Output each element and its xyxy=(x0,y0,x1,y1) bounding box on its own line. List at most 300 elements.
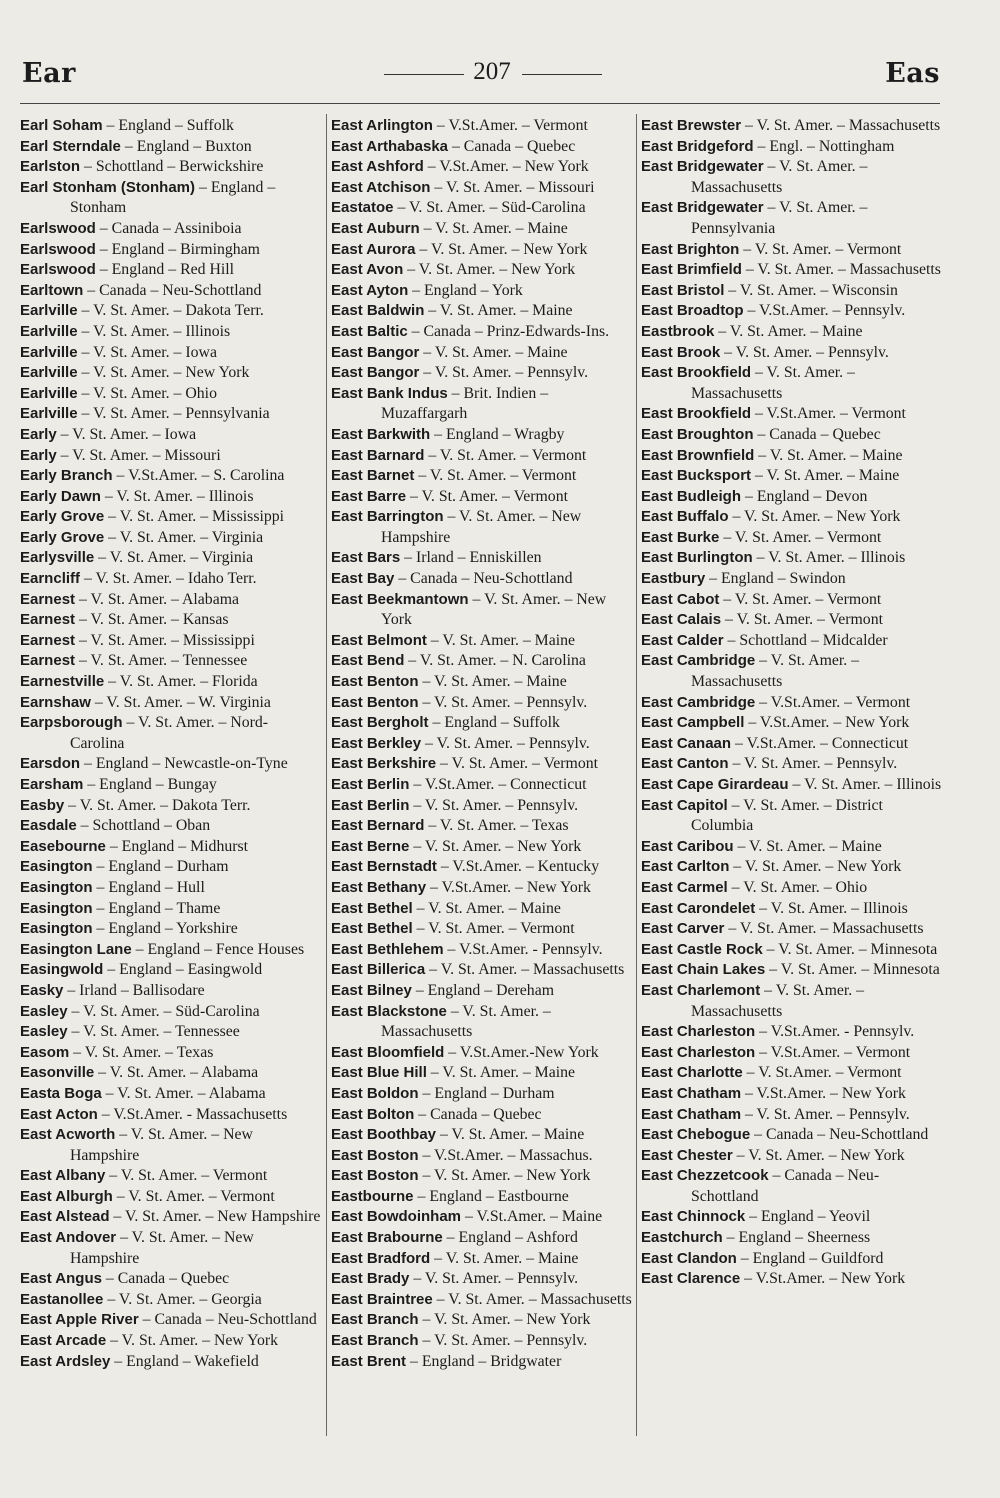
entry-separator: – xyxy=(741,117,757,134)
entry-separator: – xyxy=(83,281,100,299)
column-divider xyxy=(636,114,637,1436)
entry-separator: – xyxy=(67,1023,84,1041)
entry-keyword: East Clandon xyxy=(641,1249,737,1267)
dictionary-entry xyxy=(641,1146,942,1167)
entry-keyword: Earnshaw xyxy=(20,693,91,711)
entry-keyword: Easingwold xyxy=(20,961,104,979)
entry-keyword: Earlville xyxy=(20,302,78,320)
entry-separator: – xyxy=(426,878,442,896)
entry-separator: – xyxy=(751,364,767,382)
entry-description: V.St.Amer. – Vermont xyxy=(770,693,911,711)
entry-description: V. St. Amer. – Virginia xyxy=(109,549,254,567)
entry-description: Irland – Ballisodare xyxy=(79,981,205,999)
dictionary-entry xyxy=(331,1310,632,1331)
dictionary-entry xyxy=(641,528,942,549)
entry-description: Schottland – Midcalder xyxy=(739,631,888,649)
dictionary-entry xyxy=(20,837,322,858)
entry-keyword: East Cape Girardeau xyxy=(641,776,789,793)
entry-separator: – xyxy=(741,261,758,279)
entry-keyword: East Branch xyxy=(331,1332,419,1350)
entry-separator: – xyxy=(75,631,91,649)
dictionary-entry xyxy=(20,1187,322,1208)
entry-separator: – xyxy=(105,1167,121,1185)
dictionary-entry xyxy=(331,281,632,302)
entry-description: V. St. Amer. – Georgia xyxy=(118,1290,262,1308)
entry-separator: – xyxy=(744,714,760,732)
dictionary-entry xyxy=(331,157,632,178)
entry-keyword: East Campbell xyxy=(641,714,745,732)
dictionary-entry xyxy=(641,610,942,631)
entry-description: V. St. Amer. – Ohio xyxy=(743,878,868,896)
entry-description: V.St.Amer. - Massachusetts xyxy=(113,1105,288,1123)
dictionary-entry xyxy=(331,1002,632,1043)
entry-keyword: East Brabourne xyxy=(331,1229,443,1247)
entry-keyword: Early xyxy=(20,425,57,443)
entry-description: V. St. Amer. – Illinois xyxy=(770,899,908,917)
entry-keyword: East Charleston xyxy=(641,1023,756,1041)
dictionary-entry xyxy=(331,116,632,137)
entry-keyword: East Brownfield xyxy=(641,446,755,464)
dictionary-entry xyxy=(20,1105,322,1126)
entry-separator: – xyxy=(404,652,420,670)
dictionary-entry xyxy=(641,857,942,878)
dictionary-entry xyxy=(641,651,942,692)
entry-keyword: East Chinnock xyxy=(641,1208,746,1226)
entry-separator: – xyxy=(80,158,96,176)
entry-separator: – xyxy=(97,1105,114,1123)
entry-keyword: Easebourne xyxy=(20,837,106,855)
entry-separator: – xyxy=(724,920,740,938)
dictionary-entry xyxy=(20,857,322,878)
entry-separator: – xyxy=(104,528,120,546)
dictionary-entry xyxy=(20,713,322,754)
entry-description: V. St. Amer. – New Hampshire xyxy=(70,1229,254,1267)
entry-separator: – xyxy=(122,714,139,732)
entry-description: V. St. Amer. – Nord-Carolina xyxy=(70,714,269,752)
dictionary-entry xyxy=(641,1228,942,1249)
entry-description: V.St.Amer. – Vermont xyxy=(770,1043,911,1061)
entry-separator: – xyxy=(736,1249,753,1267)
entry-keyword: East Bolton xyxy=(331,1105,415,1123)
dictionary-entry xyxy=(20,363,322,384)
dictionary-entry xyxy=(20,940,322,961)
dictionary-entry xyxy=(641,137,942,158)
entry-keyword: Earlswood xyxy=(20,240,96,258)
entry-description: V. St. Amer. – New Hampshire xyxy=(70,1126,253,1164)
dictionary-entry xyxy=(331,651,632,672)
entry-keyword: East Baltic xyxy=(331,322,408,340)
entry-description: V. St. Amer. – Maine xyxy=(434,343,568,361)
entry-separator: – xyxy=(461,1208,477,1226)
entry-keyword: Earlville xyxy=(20,364,78,382)
entry-description: V. St. Amer. – Missouri xyxy=(72,446,221,464)
entry-separator: – xyxy=(83,776,100,793)
entry-description: V. St. Amer. – Süd-Carolina xyxy=(83,1002,260,1020)
dictionary-entry xyxy=(641,631,942,652)
entry-separator: – xyxy=(719,590,735,608)
dictionary-entry xyxy=(331,631,632,652)
entry-description: V. St. Amer. – Massachusetts xyxy=(691,158,868,196)
entry-description: Canada – Neu-Schottland xyxy=(410,570,573,588)
entry-separator: – xyxy=(436,755,452,773)
entry-description: Irland – Enniskillen xyxy=(416,549,542,567)
dictionary-entry xyxy=(331,1125,632,1146)
dictionary-entry xyxy=(641,693,942,714)
entry-description: V. St. Amer. – New York xyxy=(748,1146,905,1164)
dictionary-entry xyxy=(331,322,632,343)
entry-keyword: East Bradford xyxy=(331,1249,431,1267)
dictionary-entry xyxy=(641,878,942,899)
dictionary-entry xyxy=(331,446,632,467)
dictionary-entry xyxy=(331,796,632,817)
dictionary-entry xyxy=(20,651,322,672)
dictionary-entry xyxy=(331,713,632,734)
entry-description: England – Bridgwater xyxy=(421,1352,562,1370)
entry-separator: – xyxy=(102,117,119,134)
entry-description: V. St. Amer. – Alabama xyxy=(90,590,240,608)
dictionary-entry xyxy=(331,219,632,240)
entry-description: England – Wakefield xyxy=(126,1352,259,1370)
entry-separator: – xyxy=(424,817,440,835)
entry-description: V. St. Amer. – New York xyxy=(744,508,901,526)
entry-description: V. St. Amer. – Mississippi xyxy=(90,631,255,649)
dictionary-entry xyxy=(641,1207,942,1228)
entry-description: V. St. Amer. – Texas xyxy=(439,817,569,835)
entry-keyword: Earsdon xyxy=(20,755,81,773)
dictionary-entry xyxy=(20,240,322,261)
entry-separator: – xyxy=(727,796,744,814)
entry-description: England – Dereham xyxy=(427,981,555,999)
entry-description: V. St. Amer. – Maine xyxy=(769,446,903,464)
entry-keyword: East Bridgewater xyxy=(641,199,764,217)
entry-keyword: East Avon xyxy=(331,261,404,279)
entry-separator: – xyxy=(75,652,91,670)
entry-description: V.St.Amer. – New York xyxy=(755,1270,906,1288)
entry-description: England – Swindon xyxy=(721,570,846,588)
entry-description: V. St. Amer. – Maine xyxy=(439,302,573,320)
entry-description: Canada – Neu-Schottland xyxy=(691,1167,880,1205)
dictionary-entry xyxy=(641,281,942,302)
entry-separator: – xyxy=(443,508,460,526)
dictionary-entry xyxy=(20,754,322,775)
entry-description: Canada – Quebec xyxy=(769,425,881,443)
entry-separator: – xyxy=(745,1208,761,1226)
entry-separator: – xyxy=(740,1270,756,1288)
entry-keyword: Easby xyxy=(20,796,65,814)
entry-keyword: East Bowdoinham xyxy=(331,1208,462,1226)
dictionary-entry xyxy=(20,775,322,796)
entry-separator: – xyxy=(80,570,96,588)
entry-separator: – xyxy=(755,693,771,711)
entry-keyword: East Burke xyxy=(641,528,720,546)
dictionary-entry xyxy=(641,1269,942,1290)
entry-description: V. St. Amer. – Iowa xyxy=(72,425,197,443)
dictionary-entry xyxy=(331,548,632,569)
entry-keyword: East Arlington xyxy=(331,117,433,134)
dictionary-entry xyxy=(20,260,322,281)
entry-separator: – xyxy=(418,673,435,691)
entry-description: V. St. Amer. – Iowa xyxy=(93,343,217,361)
entry-description: V. St. Amer. – Maine xyxy=(451,1126,585,1144)
dictionary-entry xyxy=(331,1331,632,1352)
entry-description: V.St.Amer. – Massachus. xyxy=(434,1146,593,1164)
entry-separator: – xyxy=(409,796,425,814)
entry-keyword: East Carmel xyxy=(641,878,728,896)
entry-keyword: East Canton xyxy=(641,755,729,773)
entry-description: V. St. Amer. – Vermont xyxy=(429,467,577,485)
entry-description: England – Durham xyxy=(108,858,229,876)
entry-keyword: East Charleston xyxy=(641,1043,756,1061)
dictionary-entry xyxy=(641,1043,942,1064)
dictionary-entry xyxy=(20,281,322,302)
entry-keyword: Earl Stonham (Stonham) xyxy=(20,178,196,196)
entry-separator: – xyxy=(753,425,770,443)
entry-separator: – xyxy=(760,981,776,999)
entry-separator: – xyxy=(436,858,453,876)
dictionary-entry xyxy=(331,301,632,322)
page-header xyxy=(22,58,940,96)
entry-separator: – xyxy=(411,981,428,999)
entry-separator: – xyxy=(741,1105,757,1123)
dictionary-entry xyxy=(20,1125,322,1166)
entry-keyword: East Bangor xyxy=(331,343,420,361)
dictionary-entry xyxy=(641,466,942,487)
entry-keyword: Earnestville xyxy=(20,673,105,691)
entry-keyword: East Carver xyxy=(641,920,725,938)
entry-separator: – xyxy=(426,631,443,649)
column-2 xyxy=(331,116,632,1372)
entry-separator: – xyxy=(115,1126,131,1144)
entry-separator: – xyxy=(754,446,770,464)
dictionary-entry xyxy=(331,940,632,961)
dictionary-entry xyxy=(641,343,942,364)
dictionary-entry xyxy=(20,404,322,425)
entry-description: V. St. Amer. – Pennsylv. xyxy=(744,755,898,773)
entry-description: England – Midhurst xyxy=(121,837,249,855)
entry-separator: – xyxy=(77,364,94,382)
dictionary-entry xyxy=(331,384,632,425)
entry-description: V. St. Amer. – Kansas xyxy=(90,611,229,629)
dictionary-entry xyxy=(20,1290,322,1311)
entry-description: England – Thame xyxy=(108,899,221,917)
entry-description: V. St. Amer. – Massachusetts xyxy=(739,920,924,938)
entry-keyword: East Bethel xyxy=(331,920,413,938)
dictionary-entry xyxy=(20,1043,322,1064)
dictionary-entry xyxy=(641,157,942,198)
header-dash-right xyxy=(522,74,602,75)
entry-description: V.St.Amer. – S. Carolina xyxy=(128,467,285,485)
entry-separator: – xyxy=(424,302,440,320)
entry-separator: – xyxy=(412,899,429,917)
entry-separator: – xyxy=(95,261,112,279)
dictionary-entry xyxy=(20,899,322,920)
entry-description: V. St. Amer. – New York xyxy=(93,364,250,382)
dictionary-entry xyxy=(641,260,942,281)
entry-description: V. St. Amer. – Maine xyxy=(434,673,567,691)
dictionary-entry xyxy=(331,1207,632,1228)
dictionary-entry xyxy=(331,899,632,920)
entry-separator: – xyxy=(430,1249,446,1267)
entry-description: V. St. Amer. – Ohio xyxy=(93,384,217,402)
entry-keyword: Easky xyxy=(20,981,64,999)
entry-description: V. St. Amer. – New Hampshire xyxy=(381,508,582,546)
entry-separator: – xyxy=(763,158,780,176)
dictionary-entry xyxy=(331,1166,632,1187)
entry-description: V. St. Amer. – Maine xyxy=(766,467,900,485)
entry-description: England – Easingwold xyxy=(119,961,263,979)
entry-separator: – xyxy=(409,776,425,793)
entry-description: V. St. Amer. – New York xyxy=(121,1332,279,1350)
dictionary-entry xyxy=(331,919,632,940)
entry-separator: – xyxy=(104,673,120,691)
entry-description: England – York xyxy=(424,281,523,299)
entry-separator: – xyxy=(92,920,109,938)
entry-description: V. St. Amer. – Wisconsin xyxy=(739,281,898,299)
entry-description: V. St. Amer. – Pennsylv. xyxy=(756,1105,910,1123)
dictionary-entry xyxy=(641,837,942,858)
dictionary-entry xyxy=(641,1125,942,1146)
entry-description: V. St. Amer. – Alabama xyxy=(109,1064,259,1082)
entry-separator: – xyxy=(75,611,91,629)
entry-keyword: East Caribou xyxy=(641,837,734,855)
entry-description: V.St.Amer. – New York xyxy=(439,158,589,176)
entry-separator: – xyxy=(414,467,430,485)
dictionary-entry xyxy=(641,1105,942,1126)
entry-keyword: East Brookfield xyxy=(641,405,752,423)
dictionary-entry xyxy=(20,137,322,158)
entry-keyword: Easley xyxy=(20,1002,68,1020)
entry-description: V. St. Amer. – Pennsylv. xyxy=(434,1332,588,1350)
dictionary-entry xyxy=(20,981,322,1002)
entry-description: V. St. Amer. – Minnesota xyxy=(780,961,940,979)
dictionary-entry xyxy=(20,610,322,631)
entry-description: V.St.Amer. – Maine xyxy=(476,1208,603,1226)
entry-description: V.St.Amer. – New York xyxy=(441,878,591,896)
dictionary-entry xyxy=(641,734,942,755)
entry-keyword: East Clarence xyxy=(641,1270,741,1288)
entry-keyword: Early Branch xyxy=(20,467,113,485)
entry-keyword: East Bilney xyxy=(331,981,412,999)
entry-keyword: East Chain Lakes xyxy=(641,961,766,979)
entry-separator: – xyxy=(755,652,771,670)
entry-keyword: Earlysville xyxy=(20,549,95,567)
entry-keyword: Easington xyxy=(20,878,93,896)
entry-description: Canada – Neu-Schottland xyxy=(154,1311,317,1329)
entry-keyword: East Berlin xyxy=(331,796,410,814)
entry-keyword: East Cambridge xyxy=(641,652,756,670)
entry-separator: – xyxy=(729,858,745,876)
entry-description: England – Sheerness xyxy=(738,1229,871,1247)
entry-separator: – xyxy=(722,1229,739,1247)
entry-separator: – xyxy=(446,1002,463,1020)
dictionary-entry xyxy=(20,590,322,611)
dictionary-entry xyxy=(641,899,942,920)
entry-separator: – xyxy=(468,590,485,608)
entry-keyword: East Bernstadt xyxy=(331,858,437,876)
entry-description: England – Bungay xyxy=(99,776,217,793)
entry-separator: – xyxy=(751,405,767,423)
entry-separator: – xyxy=(409,837,425,855)
entry-description: V. St. Amer. – Pennsylvania xyxy=(691,199,868,237)
entry-description: V. St. Amer. – Pennsylv. xyxy=(434,364,589,382)
entry-keyword: East Boldon xyxy=(331,1084,419,1102)
entry-description: V. St. Amer. – Pennsylv. xyxy=(436,734,590,752)
entry-keyword: East Berlin xyxy=(331,776,410,793)
entry-keyword: East Bridgeford xyxy=(641,137,754,155)
entry-separator: – xyxy=(421,734,437,752)
entry-keyword: Earncliff xyxy=(20,570,81,588)
entry-keyword: East Bethlehem xyxy=(331,940,444,958)
dictionary-entry xyxy=(641,240,942,261)
entry-keyword: Early xyxy=(20,446,57,464)
dictionary-entry xyxy=(20,446,322,467)
entry-description: V. St. Amer. – Illinois xyxy=(116,487,254,505)
entry-description: V. St. Amer. – N. Carolina xyxy=(419,652,586,670)
entry-separator: – xyxy=(728,755,745,773)
entry-keyword: East Brookfield xyxy=(641,364,752,382)
entry-description: V. St. Amer. – New Hampshire xyxy=(125,1208,321,1226)
entry-keyword: East Apple River xyxy=(20,1311,139,1329)
dictionary-entry xyxy=(641,775,942,796)
entry-keyword: East Broadtop xyxy=(641,302,744,320)
dictionary-entry xyxy=(20,1002,322,1023)
dictionary-entry xyxy=(641,919,942,940)
entry-keyword: Earlswood xyxy=(20,219,96,237)
entry-separator: – xyxy=(432,1290,449,1308)
dictionary-entry xyxy=(331,816,632,837)
dictionary-entry xyxy=(641,446,942,467)
entry-separator: – xyxy=(92,899,109,917)
entry-keyword: East Atchison xyxy=(331,178,431,196)
dictionary-entry xyxy=(20,569,322,590)
entry-separator: – xyxy=(120,137,137,155)
entry-keyword: Eastbrook xyxy=(641,322,715,340)
column-1 xyxy=(20,116,322,1372)
dictionary-entry xyxy=(331,1146,632,1167)
entry-keyword: East Berne xyxy=(331,837,410,855)
entry-description: Canada – Prinz-Edwards-Ins. xyxy=(423,322,610,340)
dictionary-entry xyxy=(331,960,632,981)
entry-description: England – Buxton xyxy=(136,137,252,155)
entry-keyword: East Budleigh xyxy=(641,487,742,505)
entry-separator: – xyxy=(138,1311,155,1329)
entry-keyword: East Arcade xyxy=(20,1332,107,1350)
entry-separator: – xyxy=(742,1064,759,1082)
entry-description: V. St. Amer. – Pennsylv. xyxy=(735,343,889,361)
dictionary-entry xyxy=(331,981,632,1002)
entry-separator: – xyxy=(406,487,422,505)
entry-keyword: Easington xyxy=(20,899,93,917)
entry-keyword: Earlville xyxy=(20,322,78,340)
entry-description: V. St. Amer. – Pennsylv. xyxy=(424,1270,579,1288)
entry-description: V. St. Amer. – Illinois xyxy=(804,776,942,793)
dictionary-entry xyxy=(641,960,942,981)
entry-separator: – xyxy=(92,878,109,896)
entry-description: V. St. Amer. – Virginia xyxy=(119,528,264,546)
entry-description: England – Eastbourne xyxy=(429,1187,569,1205)
dictionary-entry xyxy=(331,198,632,219)
entry-description: V. St. Amer. – Illinois xyxy=(768,549,906,567)
entry-separator: – xyxy=(76,817,93,835)
entry-description: V. St. Amer. – Mississippi xyxy=(119,508,285,526)
entry-description: V. St. Amer. – Pennsylvania xyxy=(93,405,270,423)
entry-separator: – xyxy=(419,219,436,237)
dictionary-entry xyxy=(641,569,942,590)
entry-separator: – xyxy=(751,467,767,485)
entry-keyword: East Ayton xyxy=(331,281,409,299)
dictionary-entry xyxy=(641,796,942,837)
dictionary-entry xyxy=(641,713,942,734)
